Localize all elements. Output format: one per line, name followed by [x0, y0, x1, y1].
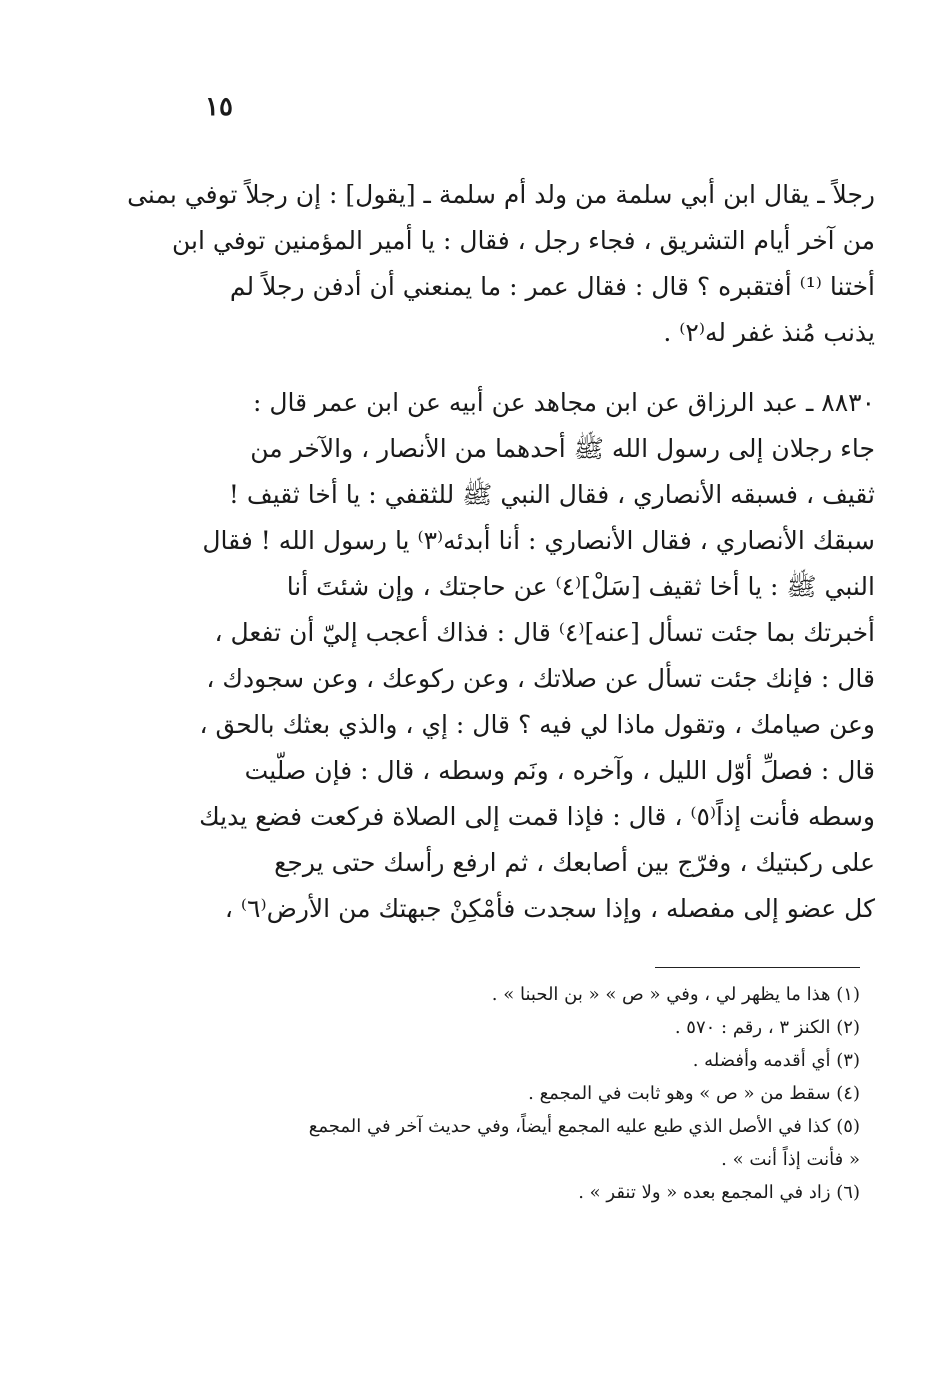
footnotes	[195, 978, 860, 1209]
footnote-continuation: « فأنت إذاً أنت » .	[721, 1149, 860, 1170]
text-line: من آخر أيام التشريق ، فجاء رجل ، فقال : يا أمير المؤمنين توفي ابن	[171, 226, 875, 255]
footnote: (٣) أي أقدمه وأفضله .	[692, 1050, 860, 1071]
text-line: سبقك الأنصاري ، فقال الأنصاري : أنا أبدئه⁽٣⁾ يا رسول الله ! فقال	[202, 526, 875, 555]
paragraph-continuation	[127, 172, 875, 356]
text-line: النبي ﷺ : يا أخا ثقيف [سَلْ]⁽٤⁾ عن حاجتك ، وإن شئتَ أنا	[286, 572, 875, 601]
text-line: كل عضو إلى مفصله ، وإذا سجدت فأمْكِنْ جبهتك من الأرض⁽٦⁾ ،	[224, 894, 875, 923]
footnote: (٥) كذا في الأصل الذي طبع عليه المجمع أيضاً، وفي حديث آخر في المجمع	[308, 1116, 860, 1137]
text-line: جاء رجلان إلى رسول الله ﷺ أحدهما من الأنصار ، والآخر من	[250, 434, 875, 463]
text-line: وسطه فأنت إذاً⁽٥⁾ ، قال : فإذا قمت إلى الصلاة فركعت فضع يديك	[199, 802, 875, 831]
text-line: على ركبتيك ، وفرّج بين أصابعك ، ثم ارفع رأسك حتى يرجع	[274, 848, 875, 877]
footnote-divider	[655, 967, 860, 968]
text-line: يذنب مُنذ غفر له⁽٢⁾ .	[663, 318, 875, 347]
page-number: ١٥	[205, 92, 233, 122]
footnote: (٢) الكنز ٣ ، رقم : ٥٧٠ .	[674, 1017, 860, 1038]
hadith-8830	[199, 380, 875, 932]
footnote: (١) هذا ما يظهر لي ، وفي « ص » « بن الحبنا » .	[491, 984, 860, 1005]
text-line: قال : فصلِّ أوّل الليل ، وآخره ، ونَم وسطه ، قال : فإن صلّيت	[244, 756, 875, 785]
text-line: أختنا ⁽¹⁾ أفتقبره ؟ قال : فقال عمر : ما يمنعني أن أدفن رجلاً لم	[229, 272, 875, 301]
text-line: ٨٨٣٠ ـ عبد الرزاق عن ابن مجاهد عن أبيه عن ابن عمر قال :	[252, 388, 875, 417]
footnote: (٦) زاد في المجمع بعده « ولا تنقر » .	[578, 1182, 860, 1203]
footnote: (٤) سقط من « ص » وهو ثابت في المجمع .	[528, 1083, 860, 1104]
text-line: ثقيف ، فسبقه الأنصاري ، فقال النبي ﷺ للثقفي : يا أخا ثقيف !	[228, 480, 875, 509]
text-line: أخبرتك بما جئت تسأل [عنه]⁽٤⁾ قال : فذاك أعجب إليّ أن تفعل ،	[214, 618, 875, 647]
text-line: رجلاً ـ يقال ابن أبي سلمة من ولد أم سلمة ـ [يقول] : إن رجلاً توفي بمنى	[127, 180, 875, 209]
text-line: قال : فإنك جئت تسأل عن صلاتك ، وعن ركوعك ، وعن سجودك ،	[206, 664, 875, 693]
text-line: وعن صيامك ، وتقول ماذا لي فيه ؟ قال : إي ، والذي بعثك بالحق ،	[199, 710, 875, 739]
